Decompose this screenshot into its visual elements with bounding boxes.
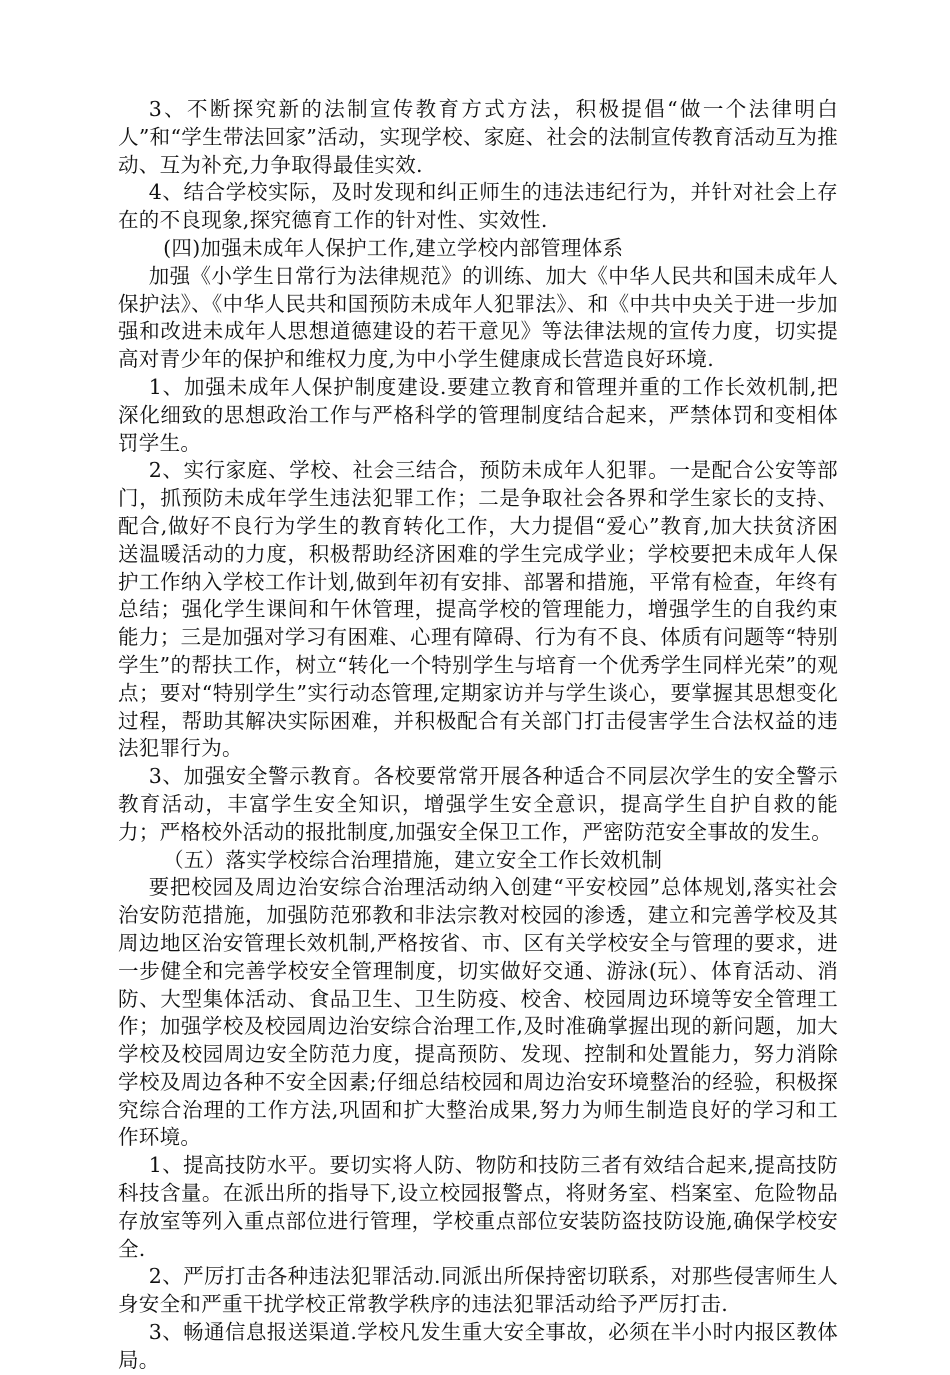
paragraph-section-5-intro: 要把校园及周边治安综合治理活动纳入创建“平安校园”总体规划,落实社会治安防范措施，加强防范邪教和非法宗教对校园的渗透，建立和完善学校及其周边地区治安管理长效机制,严格按省、市、区有关学校安全与管理的要求，进一步健全和完善学校安全管理制度，切实做好交通、游泳(玩）、体育活动、消防、大型集体活动、食品卫生、卫生防疫、校舍、校园周边环境等安全管理工作；加强学校及校园周边治安综合治理工作,及时准确掌握出现的新问题，加大学校及校园周边安全防范力度，提高预防、发现、控制和处置能力，努力消除学校及周边各种不安全因素;仔细总结校园和周边治安环境整治的经验，积极探究综合治理的工作方法,巩固和扩大整治成果,努力为师生制造良好的学习和工作环境。: [118, 875, 838, 1150]
paragraph-item-2-prevention: 2、实行家庭、学校、社会三结合，预防未成年人犯罪。一是配合公安等部门，抓预防未成年学生违法犯罪工作；二是争取社会各界和学生家长的支持、配合,做好不良行为学生的教育转化工作，大力提倡“爱心”教育,加大扶贫济困送温暖活动的力度，积极帮助经济困难的学生完成学业；学校要把未成年人保护工作纳入学校工作计划,做到年初有安排、部署和措施，平常有检查，年终有总结；强化学生课间和午休管理，提高学校的管理能力，增强学生的自我约束能力；三是加强对学习有困难、心理有障碍、行为有不良、体质有问题等“特别学生”的帮扶工作，树立“转化一个特别学生与培育一个优秀学生同样光荣”的观点；要对“特别学生”实行动态管理,定期家访并与学生谈心，要掌握其思想变化过程，帮助其解决实际困难，并积极配合有关部门打击侵害学生合法权益的违法犯罪行为。: [118, 458, 838, 761]
document-body: [118, 96, 838, 1375]
paragraph-item-1-tech-defense: 1、提高技防水平。要切实将人防、物防和技防三者有效结合起来,提高技防科技含量。在派出所的指导下,设立校园报警点，将财务室、档案室、危险物品存放室等列入重点部位进行管理，学校重点部位安装防盗技防设施,确保学校安全.: [118, 1153, 838, 1261]
paragraph-item-4-correction: 4、结合学校实际，及时发现和纠正师生的违法违纪行为，并针对社会上存在的不良现象,探究德育工作的针对性、实效性.: [118, 180, 838, 233]
paragraph-item-3-publicity: 3、不断探究新的法制宣传教育方式方法，积极提倡“做一个法律明白人”和“学生带法回家”活动，实现学校、家庭、社会的法制宣传教育活动互为推动、互为补充,力争取得最佳实效.: [118, 97, 838, 177]
paragraph-section-4-intro: 加强《小学生日常行为法律规范》的训练、加大《中华人民共和国未成年人保护法》、《中华人民共和国预防未成年人犯罪法》、和《中共中央关于进一步加强和改进未成年人思想道德建设的若干意见》等法律法规的宣传力度，切实提高对青少年的保护和维权力度,为中小学生健康成长营造良好环境.: [118, 263, 838, 372]
paragraph-item-2-crackdown: 2、严厉打击各种违法犯罪活动.同派出所保持密切联系，对那些侵害师生人身安全和严重干扰学校正常教学秩序的违法犯罪活动给予严厉打击.: [118, 1264, 838, 1317]
section-heading-5: （五）落实学校综合治理措施，建立安全工作长效机制: [163, 847, 663, 872]
section-heading-4: (四)加强未成年人保护工作,建立学校内部管理体系: [163, 235, 624, 260]
paragraph-item-1-protection: 1、加强未成年人保护制度建设.要建立教育和管理并重的工作长效机制,把深化细致的思想政治工作与严格科学的管理制度结合起来，严禁体罚和变相体罚学生。: [118, 374, 838, 455]
paragraph-item-3-safety-education: 3、加强安全警示教育。各校要常常开展各种适合不同层次学生的安全警示教育活动，丰富学生安全知识，增强学生安全意识，提高学生自护自救的能力；严格校外活动的报批制度,加强安全保卫工作，严密防范安全事故的发生。: [118, 764, 838, 844]
paragraph-item-3-reporting: 3、畅通信息报送渠道.学校凡发生重大安全事故，必须在半小时内报区教体局。: [118, 1320, 838, 1372]
